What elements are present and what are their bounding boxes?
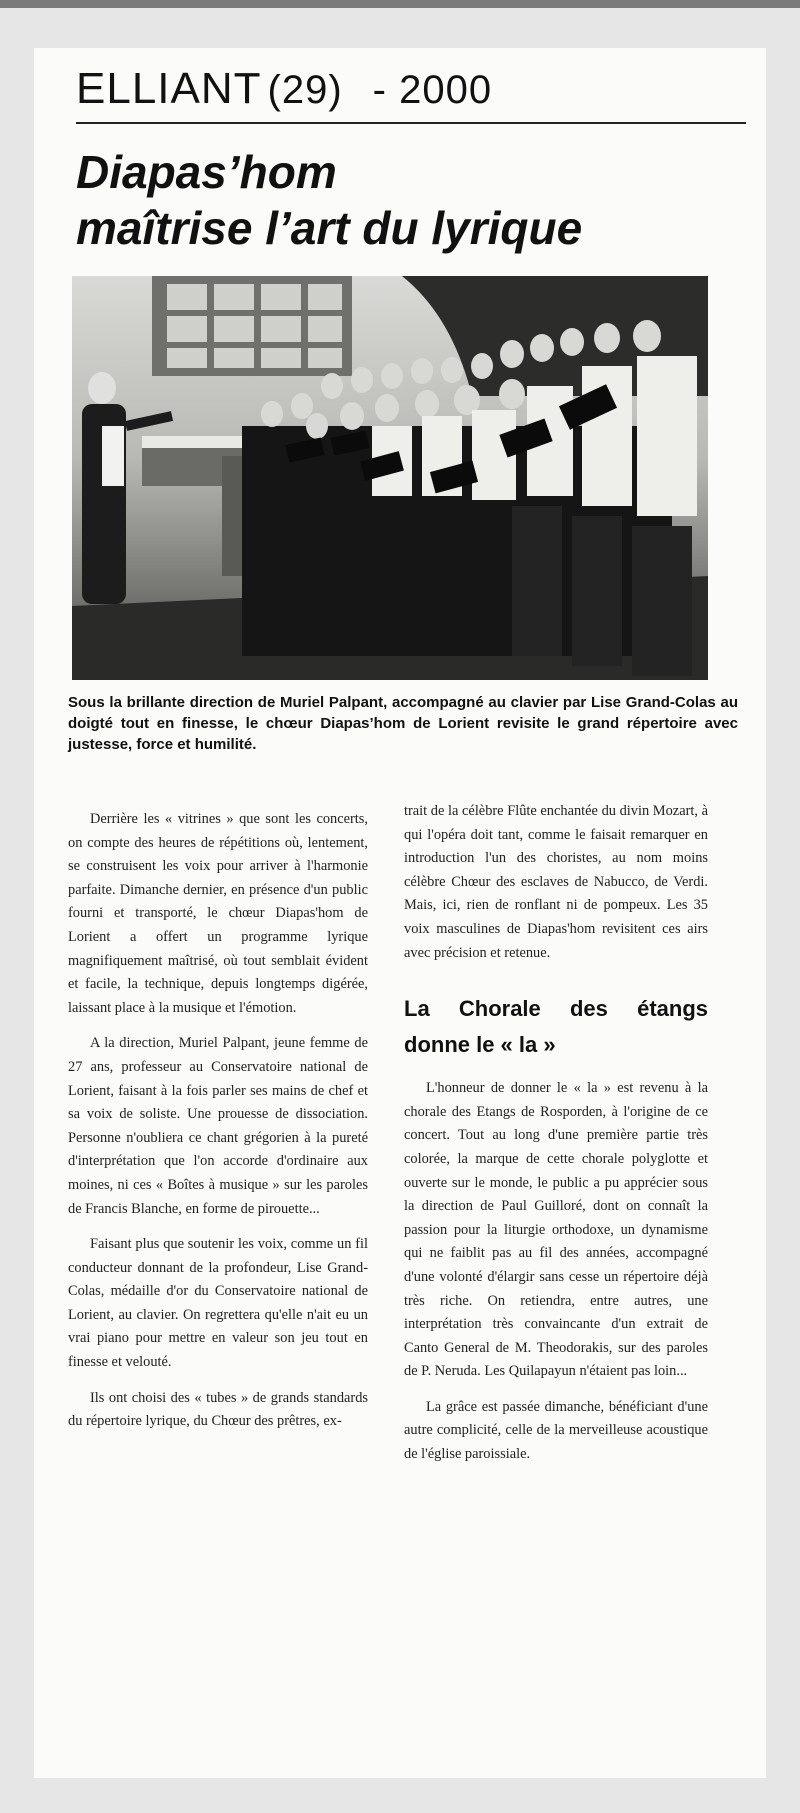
choir-photo-illustration [72, 276, 708, 680]
article-paragraph-2: A la direction, Muriel Palpant, jeune femme de 27 ans, professeur au Conservatoire national de Lorient, faisant à la fois parler ses mains de chef et sa voix de soliste. Une prouesse de dissociation. Personne n'oubliera ce chant grégorien à la pureté d'interprétation que l'on accorde d'ordinaire aux moines, ni ces « Boîtes à musique » sur les paroles de Francis Blanche, en forme de pirouette... [68, 1035, 368, 1217]
article-paragraph-6: La grâce est passée dimanche, bénéficiant d'une autre complicité, celle de la merveilleuse acoustique de l'église paroissiale. [404, 1398, 708, 1463]
article-paragraph-1: Derrière les « vitrines » que sont les concerts, on compte des heures de répétitions où, lentement, se construisent les voix pour arriver à l'harmonie parfaite. Dimanche dernier, en présence d'un public fourni et transporté, le chœur Diapas'hom de Lorient a offert un programme lyrique magnifiquement maîtrisé, où tout semblait évident et facile, la technique, depuis longtemps digérée, laissant place à la musique et l'émotion. [68, 811, 368, 1016]
place-name: ELLIANT [76, 64, 262, 113]
headline [76, 144, 756, 256]
choir-photo [72, 276, 708, 680]
dateline [76, 64, 492, 114]
article-paragraph-5: L'honneur de donner le « la » est revenu à la chorale des Etangs de Rosporden, à l'origine de ce concert. Tout au long d'une première partie très colorée, la marque de cette chorale polyglotte et ouverte sur le monde, le public a pu apprécier sous la direction de Paul Guilloré, dont on connaît la passion pour la liturgie orthodoxe, un dynamisme qui ne faiblit pas au fil des années, accompagné d'une volonté d'élargir sans cesse un répertoire déjà très riche. On retiendra, entre autres, une interprétation très convaincante d'un extrait de Canto General de M. Theodorakis, sur des paroles de P. Neruda. Les Quilapayun n'étaient pas loin... [404, 1080, 708, 1380]
headline-line-1: Diapas’hom [76, 146, 337, 198]
article-paragraph-4-end: trait de la célèbre Flûte enchantée du divin Mozart, à qui l'opéra doit tant, comme le faisait remarquer en introduction l'un des choristes, au nom moins célèbre Chœur des esclaves de Nabucco, de Verdi. Mais, ici, rien de ronflant ni de pompeux. Les 35 voix masculines de Diapas'hom revisitent ces airs avec précision et retenue. [404, 803, 708, 961]
article-paragraph-3: Faisant plus que soutenir les voix, comme un fil conducteur donnant de la profondeur, Lise Grand-Colas, médaille d'or du Conservatoire national de Lorient, au clavier. On regrettera qu'elle n'ait eu un vrai piano pour mettre en valeur son jeu tout en finesse et velouté. [68, 1236, 368, 1371]
top-bar [0, 0, 800, 8]
article-paragraph-4-start: Ils ont choisi des « tubes » de grands standards du répertoire lyrique, du Chœur des prêtres, ex- [68, 1389, 368, 1430]
department-number: (29) [267, 68, 343, 112]
year: - 2000 [372, 68, 493, 112]
article-column-right [404, 800, 708, 1479]
headline-line-2: maîtrise l’art du lyrique [76, 202, 583, 254]
clipping-header [76, 56, 746, 124]
article-subheading: La Chorale des étangs donne le « la » [404, 996, 708, 1058]
newspaper-clipping [34, 48, 766, 1778]
photo-caption: Sous la brillante direction de Muriel Palpant, accompagné au clavier par Lise Grand-Colas au doigté tout en finesse, le chœur Diapas’hom de Lorient revisite le grand répertoire avec justesse, force et humilité. [68, 694, 738, 753]
article-column-left [68, 808, 368, 1446]
